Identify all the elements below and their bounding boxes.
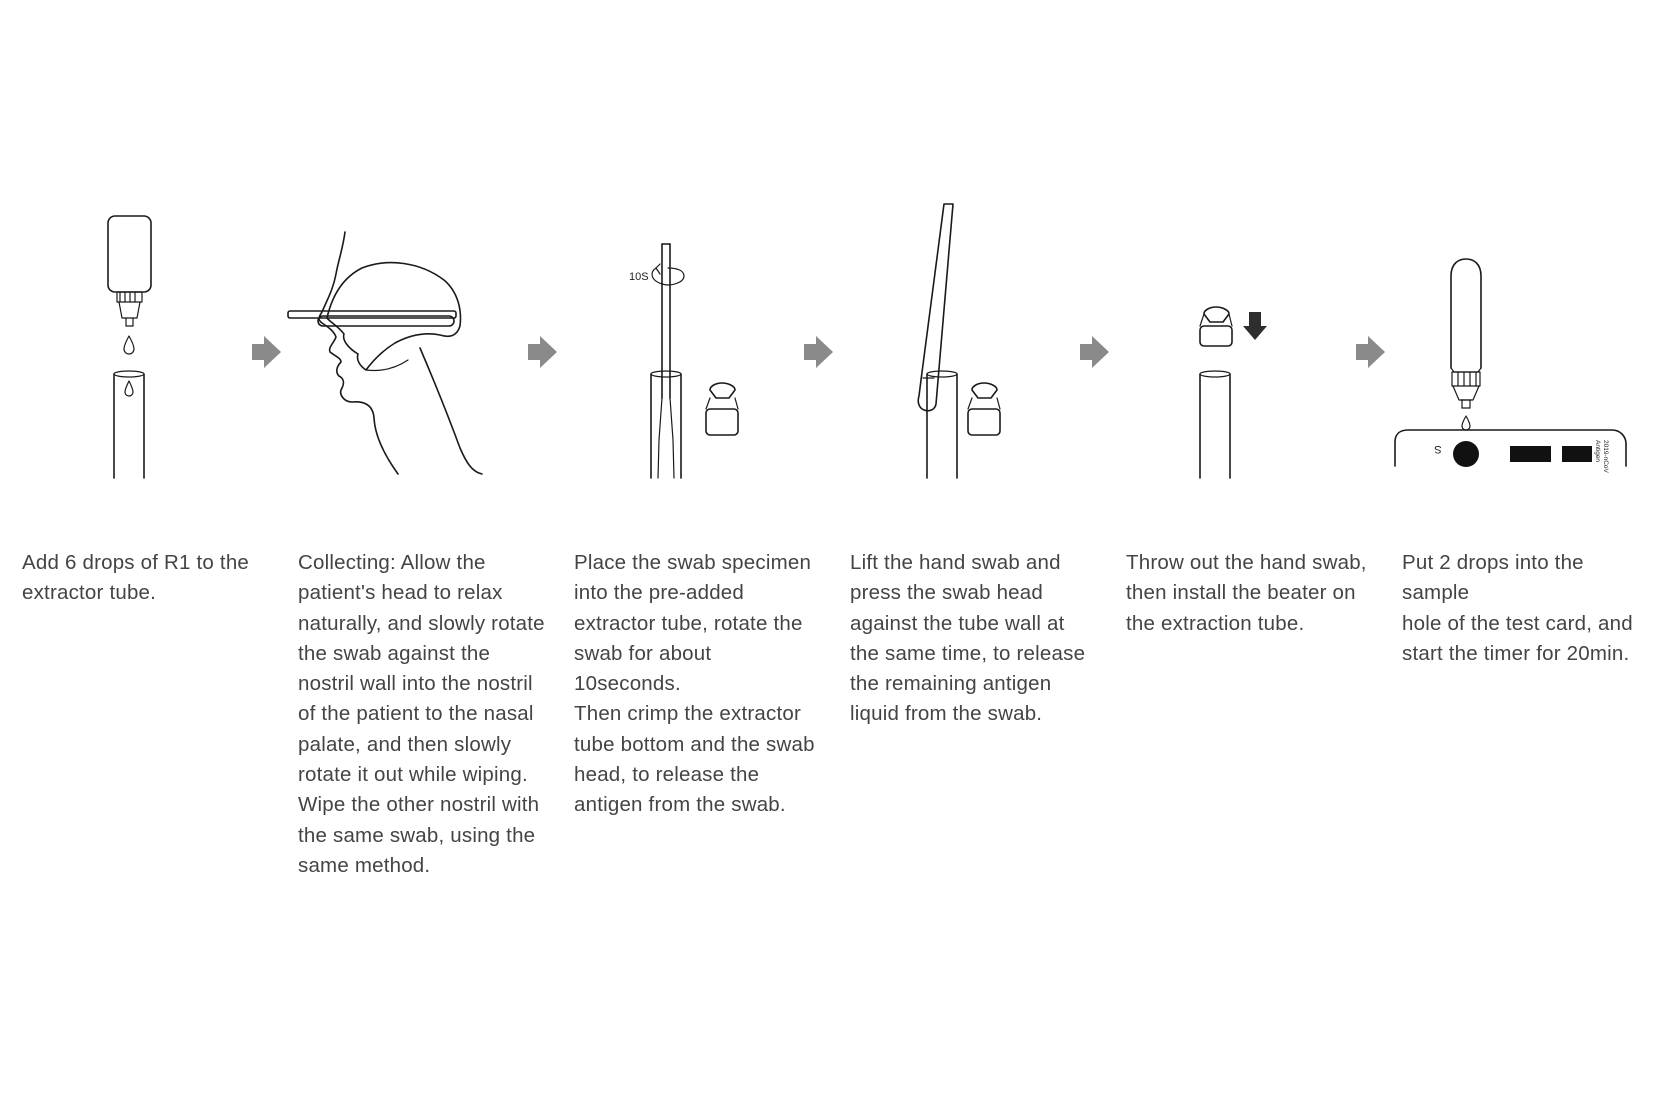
step2-instruction: Collecting: Allow the patient's head to relax naturally, and slowly rotate the swab against the nostril wall into the nostril of the patient to the nasal palate, and then slowly rotate it out while wiping. Wipe the other nostril with the same swab, using the same method. bbox=[298, 551, 545, 877]
card-label-line2: Antigen bbox=[1594, 440, 1601, 463]
drop-icon bbox=[1462, 416, 1470, 430]
step4-instruction: Lift the hand swab and press the swab head against the tube wall at the same time, to release the remaining antigen liquid from the swab. bbox=[850, 551, 1086, 726]
swab bbox=[288, 311, 456, 326]
rotation-time-label: 10S bbox=[629, 271, 649, 283]
extractor-tube bbox=[927, 371, 957, 478]
step1-instruction: Add 6 drops of R1 to the extractor tube. bbox=[22, 551, 250, 605]
step3-instruction: Place the swab specimen into the pre-added extractor tube, rotate the swab for about 10seconds. Then crimp the extractor tube bottom and the swab head, to release the antigen from the swab. bbox=[574, 551, 815, 817]
extractor-tube bbox=[1200, 371, 1230, 478]
down-arrow-icon bbox=[1243, 312, 1267, 340]
step5-illustration bbox=[1200, 307, 1267, 478]
step2-illustration bbox=[288, 232, 482, 474]
right-arrow-icon bbox=[528, 336, 557, 368]
head-profile bbox=[319, 232, 398, 474]
card-label-line1: 2019-nCoV bbox=[1602, 440, 1609, 473]
throat-line bbox=[420, 348, 482, 474]
step4-illustration bbox=[918, 204, 1000, 478]
step5-instruction: Throw out the hand swab, then install the beater on the extraction tube. bbox=[1126, 551, 1367, 635]
sample-hole-label: S bbox=[1434, 443, 1442, 456]
right-arrow-icon bbox=[1356, 336, 1385, 368]
drop-icon bbox=[124, 336, 134, 354]
extractor-tube bbox=[114, 371, 144, 478]
rotation-arrow-icon bbox=[652, 268, 684, 285]
swab bbox=[918, 204, 953, 411]
step6-illustration bbox=[1395, 259, 1626, 474]
control-window bbox=[1562, 446, 1592, 462]
step6-instruction: Put 2 drops into the sample hole of the test card, and start the timer for 20min. bbox=[1402, 551, 1633, 665]
step3-illustration bbox=[629, 244, 738, 478]
test-card bbox=[1395, 430, 1626, 474]
drop-icon bbox=[125, 381, 133, 396]
step1-illustration bbox=[108, 216, 151, 478]
right-arrow-icon bbox=[252, 336, 281, 368]
right-arrow-icon bbox=[1080, 336, 1109, 368]
tube-cap bbox=[706, 383, 738, 435]
capped-tube bbox=[1451, 259, 1481, 408]
tube-cap bbox=[1200, 307, 1232, 346]
dropper-bottle bbox=[108, 216, 151, 326]
tube-cap bbox=[968, 383, 1000, 435]
extractor-tube bbox=[651, 371, 681, 478]
result-window bbox=[1510, 446, 1551, 462]
sample-hole bbox=[1453, 441, 1479, 467]
right-arrow-icon bbox=[804, 336, 833, 368]
